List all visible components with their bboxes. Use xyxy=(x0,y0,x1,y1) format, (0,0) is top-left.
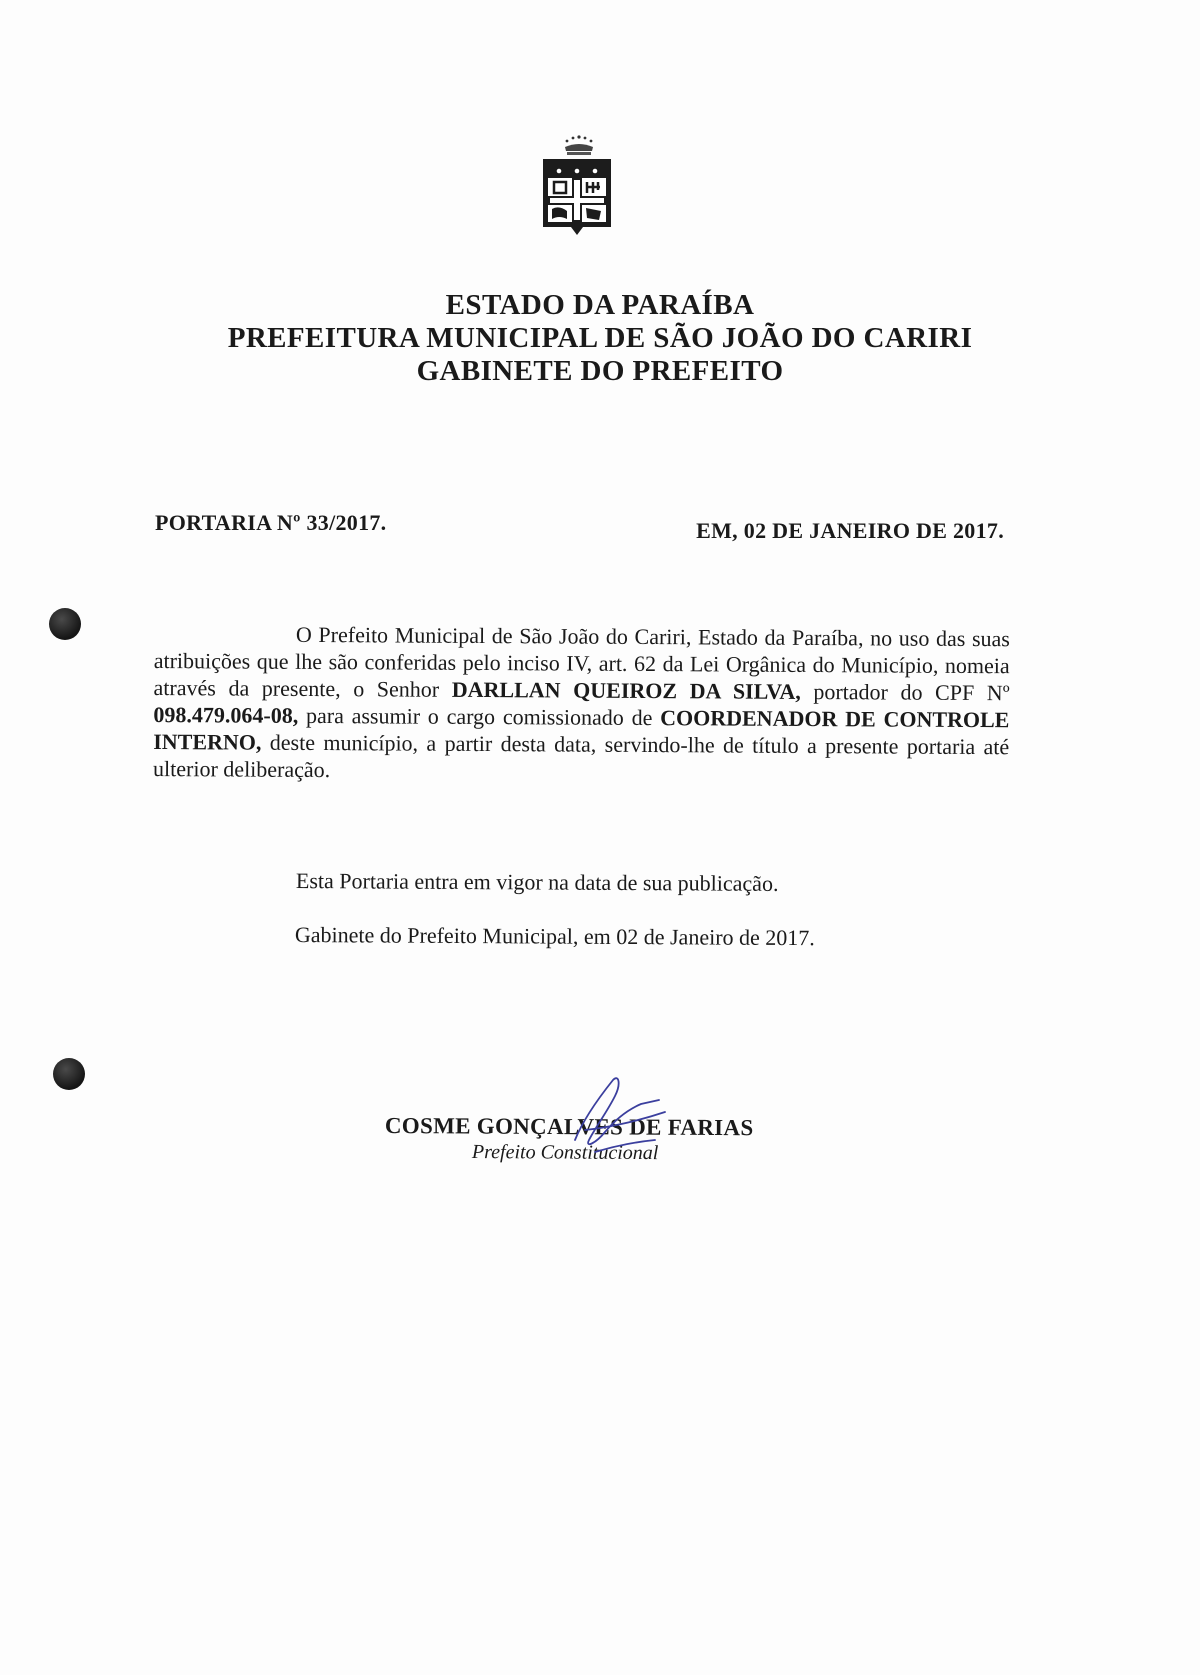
header-office: GABINETE DO PREFEITO xyxy=(416,355,784,387)
body-text: deste município, a partir desta data, servindo-lhe de título a presente portaria até ulterior deliberação. xyxy=(153,729,1010,783)
header-state: ESTADO DA PARAÍBA xyxy=(445,289,755,321)
effective-clause: Esta Portaria entra em vigor na data de sua publicação. xyxy=(295,868,779,896)
header-prefecture: PREFEITURA MUNICIPAL DE SÃO JOÃO DO CARIRI xyxy=(227,322,973,354)
portaria-date: EM, 02 DE JANEIRO DE 2017. xyxy=(696,518,1004,543)
handwritten-signature xyxy=(555,1070,685,1165)
signatory-name: COSME GONÇALVES DE FARIAS xyxy=(384,1113,754,1141)
body-text: portador do CPF Nº xyxy=(800,678,1010,706)
appointee-cpf: 098.479.064-08, xyxy=(153,701,299,728)
appointee-role: COORDENADOR DE CONTROLE INTERNO, xyxy=(153,705,1010,755)
punch-hole xyxy=(53,1058,85,1090)
place-date-line: Gabinete do Prefeito Municipal, em 02 de Janeiro de 2017. xyxy=(294,922,815,951)
portaria-number: PORTARIA Nº 33/2017. xyxy=(155,510,387,535)
body-text: O Prefeito Municipal de São João do Cariri, Estado da Paraíba, no uso das suas atribuições que lhe são conferidas pelo inciso IV, art. 62 da Lei Orgânica do Município, nomeia através da presente, o Senhor xyxy=(153,621,1010,702)
signatory-title: Prefeito Constitucional xyxy=(471,1141,659,1165)
punch-hole xyxy=(49,608,81,640)
appointee-name: DARLLAN QUEIROZ DA SILVA, xyxy=(451,676,801,704)
body-text: para assumir o cargo comissionado de xyxy=(298,702,661,731)
municipal-coat-of-arms-icon xyxy=(537,135,617,253)
body-paragraph xyxy=(153,620,1010,787)
